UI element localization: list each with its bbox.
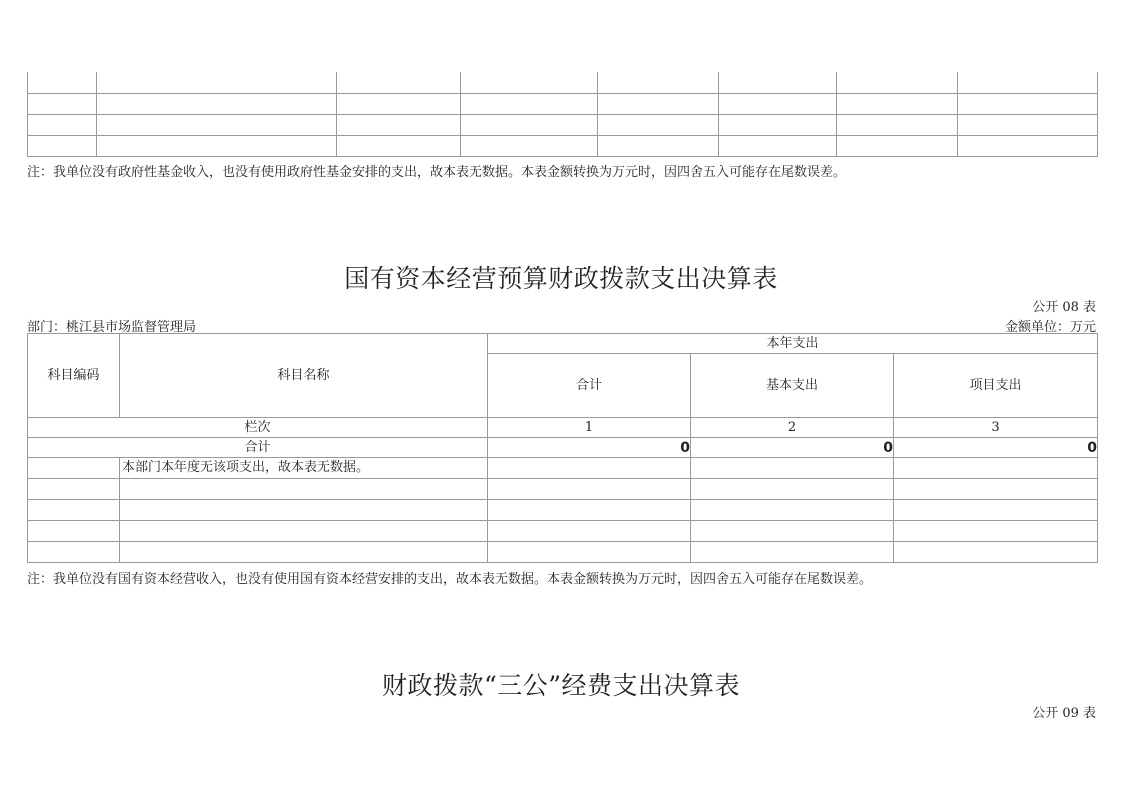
project-expense-value: 0	[894, 438, 1098, 458]
current-year-expense-header: 本年支出	[488, 334, 1098, 354]
form-number-09: 公开 09 表	[1032, 706, 1096, 721]
table-row	[28, 521, 1098, 542]
page-title: 国有资本经营预算财政拨款支出决算表	[344, 264, 778, 293]
previous-table-fragment	[27, 72, 1098, 157]
table-row	[28, 72, 1098, 94]
table-row	[28, 458, 1098, 479]
column-index-3: 3	[894, 418, 1098, 438]
unit-label: 金额单位：万元	[1004, 320, 1096, 335]
table-row	[28, 115, 1098, 136]
total-row-label: 合计	[28, 438, 488, 458]
fund-note: 注：我单位没有政府性基金收入，也没有使用政府性基金安排的支出，故本表无数据。本表金额转换为万元时，因四舍五入可能存在尾数误差。	[27, 165, 847, 180]
capital-budget-table	[27, 333, 1098, 563]
total-header: 合计	[488, 354, 691, 418]
project-expense-header: 项目支出	[894, 354, 1098, 418]
table-row	[28, 479, 1098, 500]
subject-code-header: 科目编码	[28, 334, 120, 418]
section-title: 财政拨款“三公”经费支出决算表	[381, 671, 741, 700]
department-label: 部门：桃江县市场监督管理局	[27, 320, 197, 335]
table-row	[28, 136, 1098, 157]
form-number: 公开 08 表	[1032, 300, 1096, 315]
capital-note: 注：我单位没有国有资本经营收入，也没有使用国有资本经营安排的支出，故本表无数据。本表金额转换为万元时，因四舍五入可能存在尾数误差。	[27, 572, 873, 587]
basic-expense-value: 0	[691, 438, 894, 458]
table-row	[28, 542, 1098, 563]
header-row	[28, 334, 1098, 354]
no-data-text: 本部门本年度无该项支出，故本表无数据。	[120, 458, 488, 479]
total-value: 0	[488, 438, 691, 458]
total-row	[28, 438, 1098, 458]
column-index-label: 栏次	[28, 418, 488, 438]
subject-name-header: 科目名称	[120, 334, 488, 418]
column-index-1: 1	[488, 418, 691, 438]
table-row	[28, 94, 1098, 115]
column-index-row	[28, 418, 1098, 438]
basic-expense-header: 基本支出	[691, 354, 894, 418]
table-row	[28, 500, 1098, 521]
column-index-2: 2	[691, 418, 894, 438]
